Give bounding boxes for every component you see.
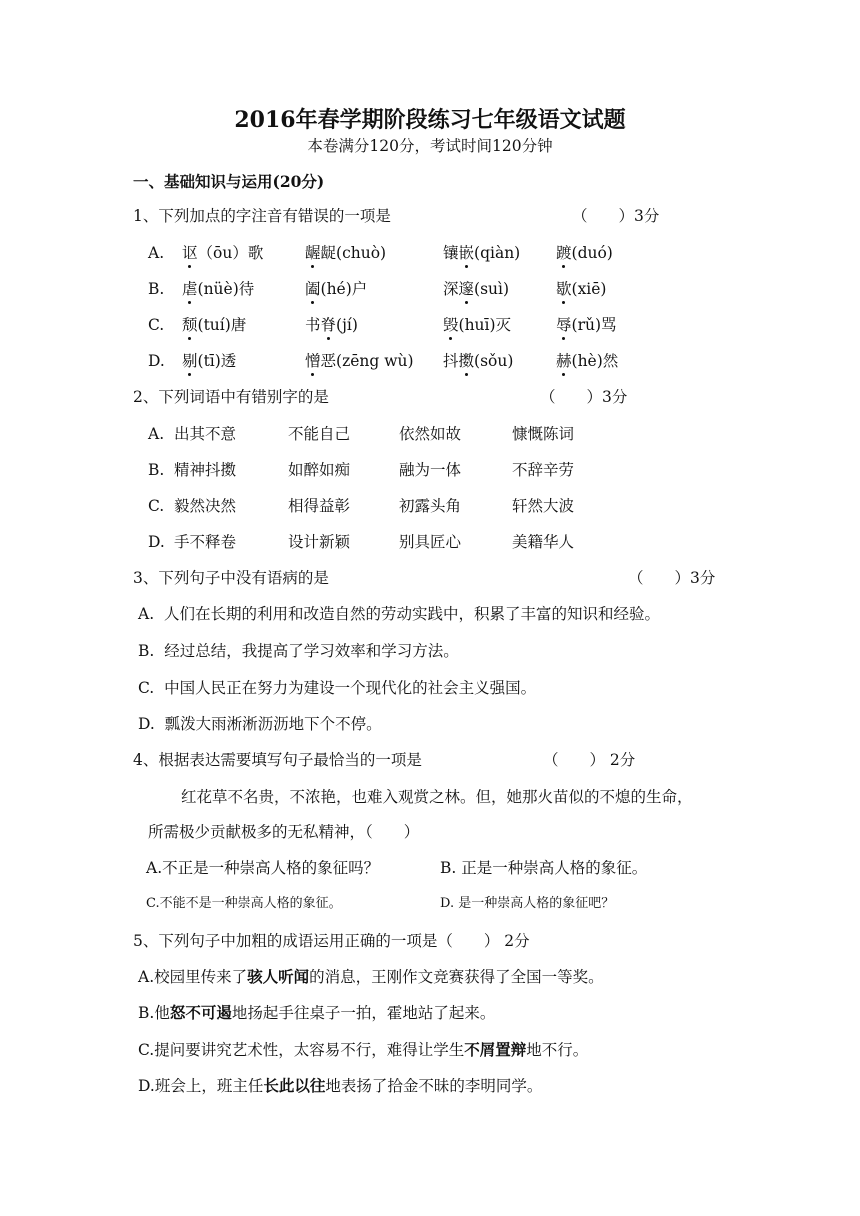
option-word: 融为一体	[399, 461, 462, 479]
option-word: 设计新颖	[288, 533, 351, 551]
option-word: 相得益彰	[288, 497, 351, 515]
option-letter: D.	[148, 533, 165, 551]
question-3-option-a: A. 人们在长期的利用和改造自然的劳动实践中，积累了丰富的知识和经验。	[138, 605, 660, 623]
option-letter: A.	[148, 425, 165, 443]
option-cell: 书脊(jí)	[305, 316, 358, 334]
option-word: 手不释卷	[174, 533, 237, 551]
idiom-bold: 不屑置辩	[464, 1040, 527, 1059]
option-word: 不能自己	[288, 425, 351, 443]
question-3-stem: 3、下列句子中没有语病的是	[133, 569, 329, 587]
option-letter: B.	[148, 461, 165, 479]
option-cell: 剔(tī)透	[182, 352, 237, 370]
option-cell: 抖擞(sǒu)	[443, 352, 514, 370]
option-word: 精神抖擞	[174, 461, 237, 479]
option-word: 毅然决然	[174, 497, 237, 515]
option-cell: 讴（ōu）歌	[182, 244, 264, 262]
option-word: 轩然大波	[512, 497, 575, 515]
idiom-bold: 骇人听闻	[247, 967, 310, 986]
option-cell: 镶嵌(qiàn)	[443, 244, 521, 262]
question-5-option-b: B.他怒不可遏地扬起手往桌子一拍，霍地站了起来。	[138, 1003, 496, 1022]
option-cell: 阖(hé)户	[305, 280, 368, 298]
question-1-stem: 1、下列加点的字注音有错误的一项是	[133, 207, 391, 225]
question-4-option-b: B. 正是一种崇高人格的象征。	[440, 859, 648, 877]
option-cell: 虐(nüè)待	[182, 280, 255, 298]
option-letter: C.	[148, 497, 165, 515]
option-letter: A.	[148, 244, 165, 262]
question-5-option-c: C.提问要讲究艺术性，太容易不行，难得让学生不屑置辩地不行。	[138, 1040, 589, 1059]
option-word: 慷慨陈词	[512, 425, 575, 443]
question-5-option-d: D.班会上，班主任长此以往地表扬了拾金不昧的李明同学。	[138, 1076, 543, 1095]
idiom-bold: 怒不可遏	[169, 1003, 232, 1022]
option-cell: 歇(xiē)	[556, 280, 607, 298]
option-word: 出其不意	[174, 425, 237, 443]
question-3-option-d: D. 瓢泼大雨淅淅沥沥地下个不停。	[138, 715, 382, 733]
question-3-score: （ ）3分	[628, 569, 716, 587]
option-letter: D.	[148, 352, 165, 370]
page-subtitle: 本卷满分120分，考试时间120分钟	[307, 137, 553, 155]
option-cell: 龌龊(chuò)	[305, 244, 387, 262]
option-cell: 赫(hè)然	[556, 352, 619, 370]
option-cell: 憎恶(zēng wù)	[305, 352, 414, 370]
page-title: 2016年春学期阶段练习七年级语文试题	[234, 107, 626, 133]
question-4-option-d: D. 是一种崇高人格的象征吧？	[440, 896, 615, 911]
question-4-option-a: A.不正是一种崇高人格的象征吗？	[146, 859, 380, 877]
option-cell: 深邃(suì)	[443, 280, 510, 298]
option-cell: 辱(rǔ)骂	[556, 316, 617, 334]
question-3-option-c: C. 中国人民正在努力为建设一个现代化的社会主义强国。	[138, 679, 537, 697]
question-5-stem: 5、下列句子中加粗的成语运用正确的一项是（ ） 2分	[133, 932, 530, 950]
question-1-score: （ ）3分	[572, 207, 660, 225]
question-4-stem: 4、根据表达需要填写句子最恰当的一项是	[133, 751, 422, 769]
option-word: 美籍华人	[512, 533, 575, 551]
question-4-score: （ ） 2分	[543, 751, 636, 769]
question-5-option-a: A.校园里传来了骇人听闻的消息，王刚作文竞赛获得了全国一等奖。	[138, 967, 604, 986]
question-4-passage-cont: 所需极少贡献极多的无私精神，（ ）	[148, 823, 420, 841]
question-2-score: （ ）3分	[540, 388, 628, 406]
option-cell: 颓(tuí)唐	[182, 316, 247, 334]
option-letter: C.	[148, 316, 165, 334]
idiom-bold: 长此以往	[263, 1076, 326, 1095]
option-cell: 踱(duó)	[556, 244, 613, 262]
question-3-option-b: B. 经过总结，我提高了学习效率和学习方法。	[138, 642, 459, 660]
option-word: 别具匠心	[399, 533, 462, 551]
option-cell: 毁(huī)灭	[443, 316, 512, 334]
option-word: 如醉如痴	[288, 461, 351, 479]
option-word: 不辞辛劳	[512, 461, 575, 479]
option-word: 依然如故	[399, 425, 462, 443]
question-4-option-c: C.不能不是一种崇高人格的象征。	[146, 896, 342, 911]
question-4-passage: 红花草不名贵，不浓艳，也难入观赏之林。但，她那火苗似的不熄的生命，	[181, 788, 693, 806]
section-heading: 一、基础知识与运用(20分)	[133, 172, 325, 191]
option-letter: B.	[148, 280, 165, 298]
option-word: 初露头角	[399, 497, 462, 515]
question-2-stem: 2、下列词语中有错别字的是	[133, 388, 329, 406]
